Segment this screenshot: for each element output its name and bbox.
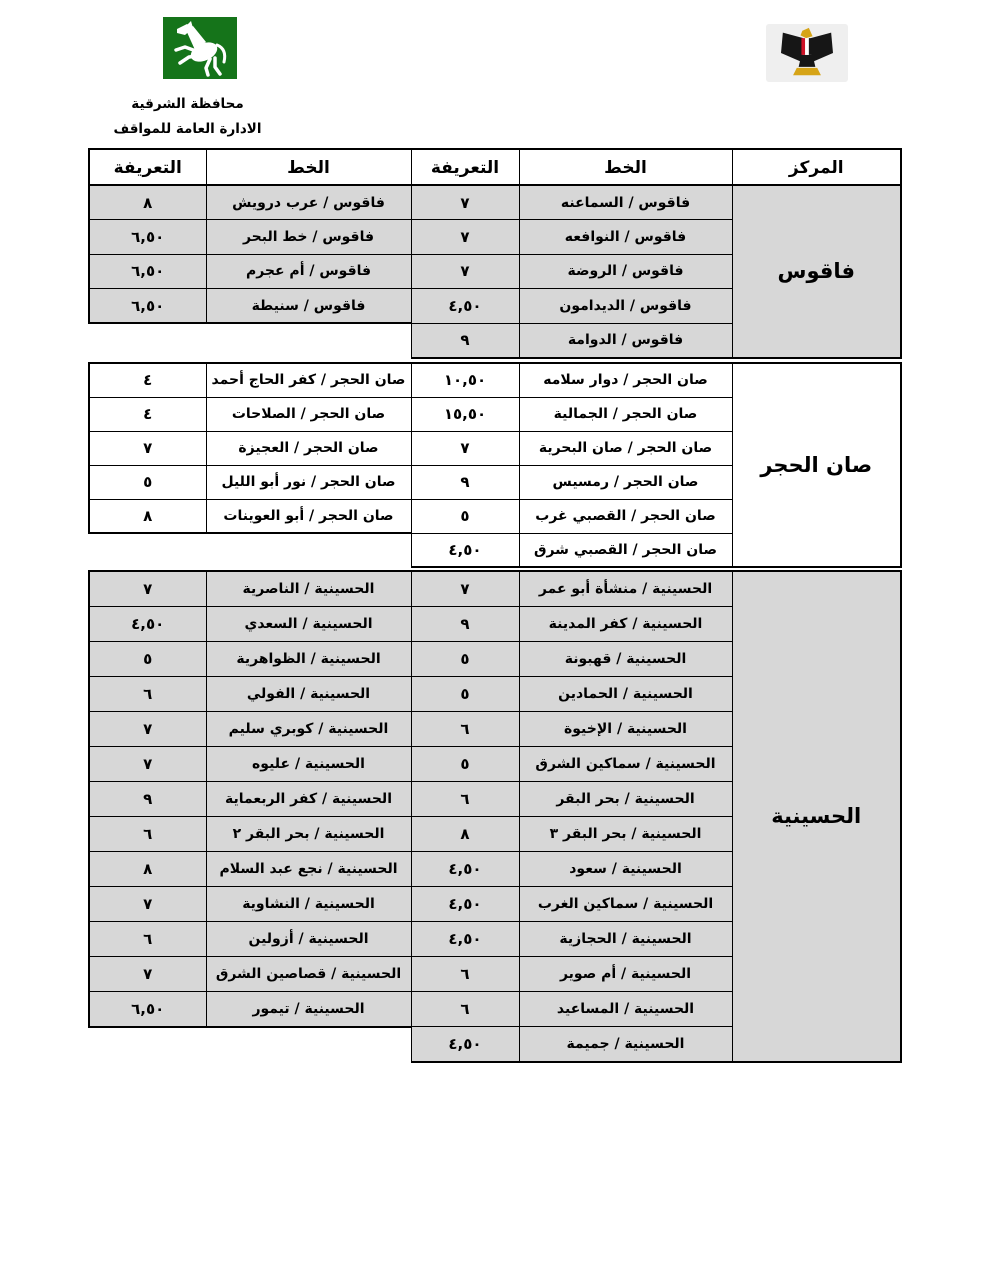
tariff-cell: ٨ <box>89 185 206 220</box>
tariff-cell: ٧ <box>89 887 206 922</box>
tariff-cell: ٥ <box>411 641 519 676</box>
administration-title: الادارة العامة للمواقف <box>113 121 262 137</box>
tariff-cell: ٩ <box>89 781 206 816</box>
tariff-cell: ٦ <box>411 781 519 816</box>
route-cell: الحسينية / الظواهرية <box>206 641 411 676</box>
tariff-cell: ٧ <box>89 711 206 746</box>
tariff-cell: ٧ <box>411 220 519 255</box>
route-cell: صان الحجر / أبو العوينات <box>206 499 411 533</box>
tariff-cell: ٧ <box>411 571 519 606</box>
tariff-cell: ٧ <box>89 746 206 781</box>
route-cell: الحسينية / سماكين الشرق <box>519 746 732 781</box>
route-cell: الحسينية / الفولي <box>206 676 411 711</box>
center-cell: الحسينية <box>732 571 901 1062</box>
route-cell: الحسينية / الحجازية <box>519 922 732 957</box>
route-cell: فاقوس / الدوامة <box>519 323 732 358</box>
header-cell-tariff: التعريفة <box>89 149 206 187</box>
route-cell: الحسينية / أزولين <box>206 922 411 957</box>
route-cell: الحسينية / سعود <box>519 852 732 887</box>
route-cell: الحسينية / سماكين الغرب <box>519 887 732 922</box>
tariff-cell: ٦ <box>89 922 206 957</box>
tariff-cell: ٦,٥٠ <box>89 992 206 1027</box>
route-cell: الحسينية / بحر البقر ٣ <box>519 816 732 851</box>
tariff-cell: ٤,٥٠ <box>411 922 519 957</box>
tariff-cell: ٦ <box>89 676 206 711</box>
route-cell: فاقوس / عرب درويش <box>206 185 411 220</box>
tariff-cell: ٦ <box>411 957 519 992</box>
route-cell: فاقوس / النوافعه <box>519 220 732 255</box>
route-cell: فاقوس / أم عجرم <box>206 254 411 289</box>
empty-cell <box>89 1027 206 1062</box>
route-cell: صان الحجر / الجمالية <box>519 397 732 431</box>
empty-cell <box>206 533 411 567</box>
header-cell-line: الخط <box>519 149 732 187</box>
tariff-cell: ٤,٥٠ <box>411 887 519 922</box>
tariff-cell: ٩ <box>411 465 519 499</box>
egypt-eagle-emblem <box>766 24 848 82</box>
tariff-cell: ٦,٥٠ <box>89 289 206 324</box>
tariff-cell: ٤,٥٠ <box>411 289 519 324</box>
route-cell: الحسينية / الحمادين <box>519 676 732 711</box>
route-cell: الحسينية / قهبونة <box>519 641 732 676</box>
route-cell: الحسينية / قصاصين الشرق <box>206 957 411 992</box>
route-cell: صان الحجر / رمسيس <box>519 465 732 499</box>
tariff-cell: ٧ <box>411 185 519 220</box>
tariff-cell: ٤ <box>89 363 206 397</box>
tariff-cell: ٤ <box>89 397 206 431</box>
route-cell: فاقوس / الديدامون <box>519 289 732 324</box>
route-cell: الحسينية / نجع عبد السلام <box>206 852 411 887</box>
tariff-cell: ١٠,٥٠ <box>411 363 519 397</box>
org-header <box>100 92 275 142</box>
route-cell: صان الحجر / القصبي شرق <box>519 533 732 567</box>
empty-cell <box>206 1027 411 1062</box>
tariff-cell: ٩ <box>411 606 519 641</box>
route-cell: فاقوس / الروضة <box>519 254 732 289</box>
header-cell-center: المركز <box>732 149 901 187</box>
tariff-cell: ٦ <box>411 711 519 746</box>
route-cell: الحسينية / تيمور <box>206 992 411 1027</box>
route-cell: الحسينية / عليوه <box>206 746 411 781</box>
route-cell: صان الحجر / كفر الحاج أحمد <box>206 363 411 397</box>
route-cell: الحسينية / جميمة <box>519 1027 732 1062</box>
route-cell: الحسينية / السعدي <box>206 606 411 641</box>
section-2 <box>88 570 902 1063</box>
tariff-cell: ٦,٥٠ <box>89 220 206 255</box>
route-cell: الحسينية / بحر البقر <box>519 781 732 816</box>
route-cell: الحسينية / كفر المدينة <box>519 606 732 641</box>
center-cell: فاقوس <box>732 185 901 358</box>
route-cell: صان الحجر / نور أبو الليل <box>206 465 411 499</box>
tariff-cell: ٨ <box>89 499 206 533</box>
tariff-cell: ٨ <box>89 852 206 887</box>
route-cell: صان الحجر / العجيزة <box>206 431 411 465</box>
tariff-cell: ٧ <box>89 571 206 606</box>
tariff-cell: ٥ <box>411 746 519 781</box>
route-cell: صان الحجر / صان البحرية <box>519 431 732 465</box>
route-cell: الحسينية / بحر البقر ٢ <box>206 816 411 851</box>
center-cell: صان الحجر <box>732 363 901 567</box>
empty-cell <box>89 533 206 567</box>
tariff-cell: ٥ <box>89 641 206 676</box>
header-cell-line: الخط <box>206 149 411 187</box>
tariff-cell: ٧ <box>411 254 519 289</box>
tariff-cell: ١٥,٥٠ <box>411 397 519 431</box>
route-cell: الحسينية / كفر الربعماية <box>206 781 411 816</box>
table-header-row <box>88 148 902 188</box>
sharqia-horse-logo <box>163 17 237 79</box>
route-cell: الحسينية / النشاوية <box>206 887 411 922</box>
section-0 <box>88 184 902 359</box>
tariff-cell: ٦ <box>411 992 519 1027</box>
tariff-cell: ٤,٥٠ <box>89 606 206 641</box>
tariff-cell: ٧ <box>411 431 519 465</box>
route-cell: الحسينية / الناصرية <box>206 571 411 606</box>
route-cell: الحسينية / منشأة أبو عمر <box>519 571 732 606</box>
empty-cell <box>89 323 206 358</box>
tariff-cell: ٥ <box>411 676 519 711</box>
route-cell: فاقوس / السماعنه <box>519 185 732 220</box>
tariff-cell: ٨ <box>411 816 519 851</box>
route-cell: صان الحجر / الصلاحات <box>206 397 411 431</box>
tariff-cell: ٧ <box>89 957 206 992</box>
tariff-cell: ٤,٥٠ <box>411 852 519 887</box>
tariff-cell: ٦ <box>89 816 206 851</box>
empty-cell <box>206 323 411 358</box>
route-cell: صان الحجر / دوار سلامه <box>519 363 732 397</box>
eagle-icon <box>777 27 837 79</box>
tariff-cell: ٤,٥٠ <box>411 1027 519 1062</box>
header-cell-tariff: التعريفة <box>411 149 519 187</box>
tariff-cell: ٥ <box>89 465 206 499</box>
route-cell: الحسينية / المساعيد <box>519 992 732 1027</box>
tariff-cell: ٩ <box>411 323 519 358</box>
section-1 <box>88 362 902 568</box>
route-cell: صان الحجر / القصبي غرب <box>519 499 732 533</box>
route-cell: الحسينية / الإخيوة <box>519 711 732 746</box>
route-cell: الحسينية / أم صوير <box>519 957 732 992</box>
tariff-cell: ٥ <box>411 499 519 533</box>
route-cell: فاقوس / خط البحر <box>206 220 411 255</box>
white-horse-icon <box>163 17 237 79</box>
tariff-cell: ٤,٥٠ <box>411 533 519 567</box>
route-cell: فاقوس / سنيطة <box>206 289 411 324</box>
tariff-cell: ٧ <box>89 431 206 465</box>
tariff-cell: ٦,٥٠ <box>89 254 206 289</box>
governorate-title: محافظة الشرقية <box>131 96 244 112</box>
route-cell: الحسينية / كوبري سليم <box>206 711 411 746</box>
